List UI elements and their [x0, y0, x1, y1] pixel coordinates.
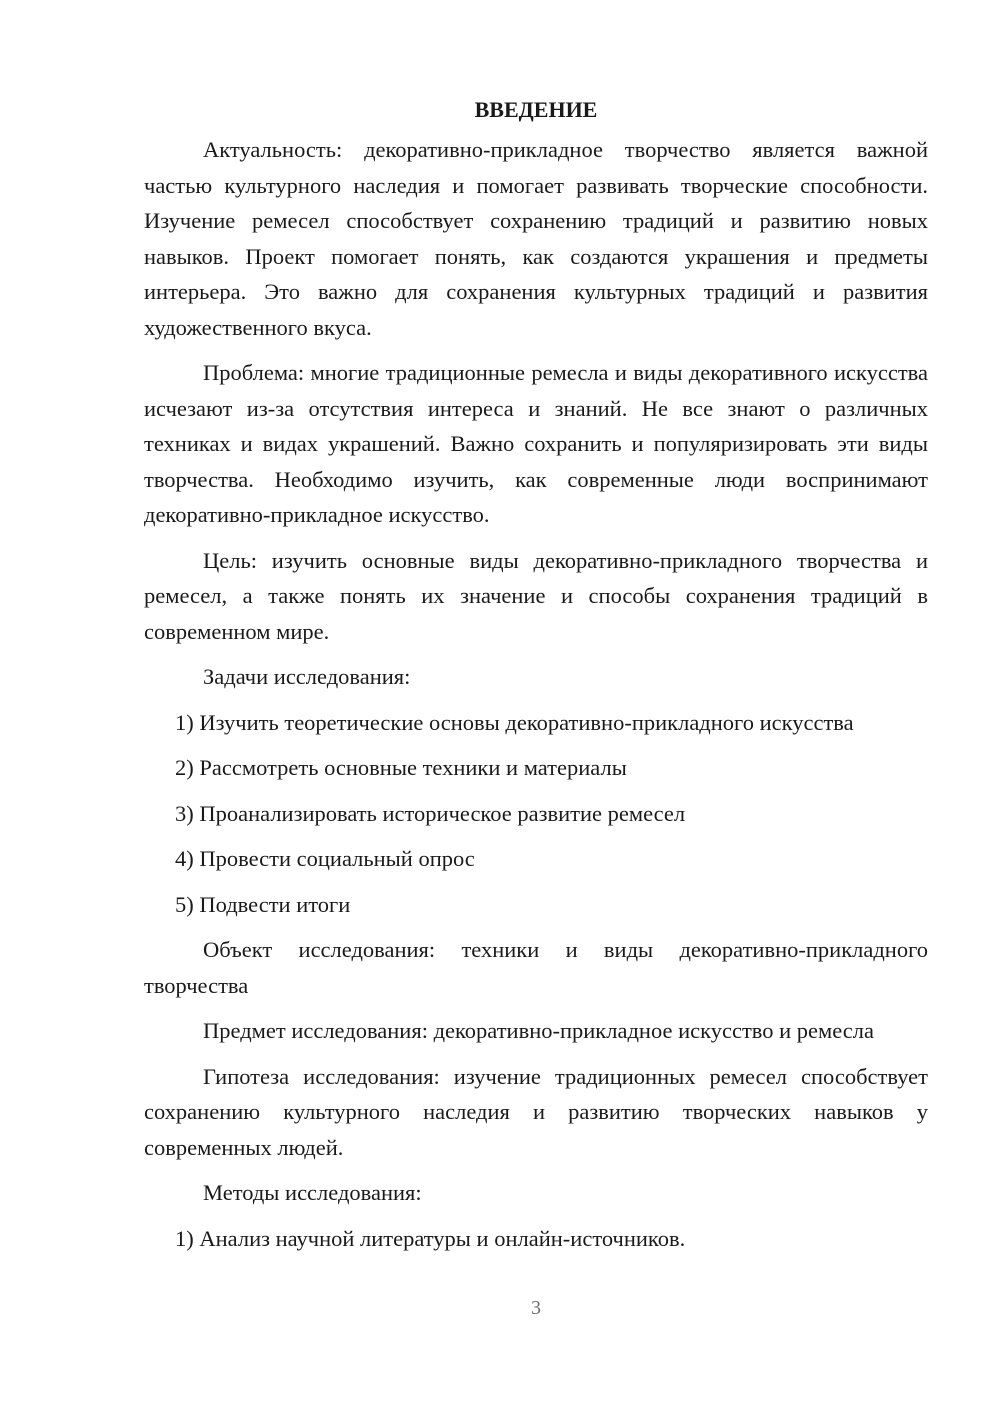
paragraph-problem: Проблема: многие традиционные ремесла и виды декоративного искусства исчезают из-за отсутствия интереса и знаний. Не все знают о различных техниках и видах украшений. Важно сохранить и популяризировать эти виды творчества. Необходимо изучить, как современные люди воспринимают декоративно-прикладное искусство. [144, 360, 928, 527]
tasks-list [144, 705, 928, 923]
tasks-heading: Задачи исследования: [203, 664, 411, 689]
paragraph-object: Объект исследования: техники и виды декоративно-прикладного творчества [144, 937, 928, 998]
list-item: 1) Изучить теоретические основы декоративно-прикладного искусства [175, 709, 854, 735]
paragraph-subject: Предмет исследования: декоративно-прикладное искусство и ремесла [203, 1018, 875, 1043]
paragraph-goal: Цель: изучить основные виды декоративно-прикладного творчества и ремесел, а также понять их значение и способы сохранения традиций в современном мире. [144, 547, 928, 644]
paragraph-hypothesis: Гипотеза исследования: изучение традиционных ремесел способствует сохранению культурного наследия и развитию творческих навыков у современных людей. [144, 1063, 928, 1160]
list-item: 5) Подвести итоги [175, 891, 351, 917]
page-title: ВВЕДЕНИЕ [474, 97, 598, 122]
list-item: 1) Анализ научной литературы и онлайн-источников. [175, 1225, 686, 1251]
methods-heading: Методы исследования: [203, 1180, 422, 1205]
page-number: 3 [531, 1297, 541, 1319]
list-item: 4) Провести социальный опрос [175, 846, 475, 871]
paragraph-relevance: Актуальность: декоративно-прикладное творчество является важной частью культурного наследия и помогает развивать творческие способности. Изучение ремесел способствует сохранению традиций и развитию новых навыков. Проект помогает понять, как создаются украшения и предметы интерьера. Это важно для сохранения культурных традиций и развития художественного вкуса. [144, 137, 928, 340]
methods-list [144, 1221, 928, 1257]
page-content [144, 92, 928, 1266]
list-item: 2) Рассмотреть основные техники и материалы [175, 755, 627, 780]
list-item: 3) Проанализировать историческое развитие ремесел [175, 800, 686, 826]
